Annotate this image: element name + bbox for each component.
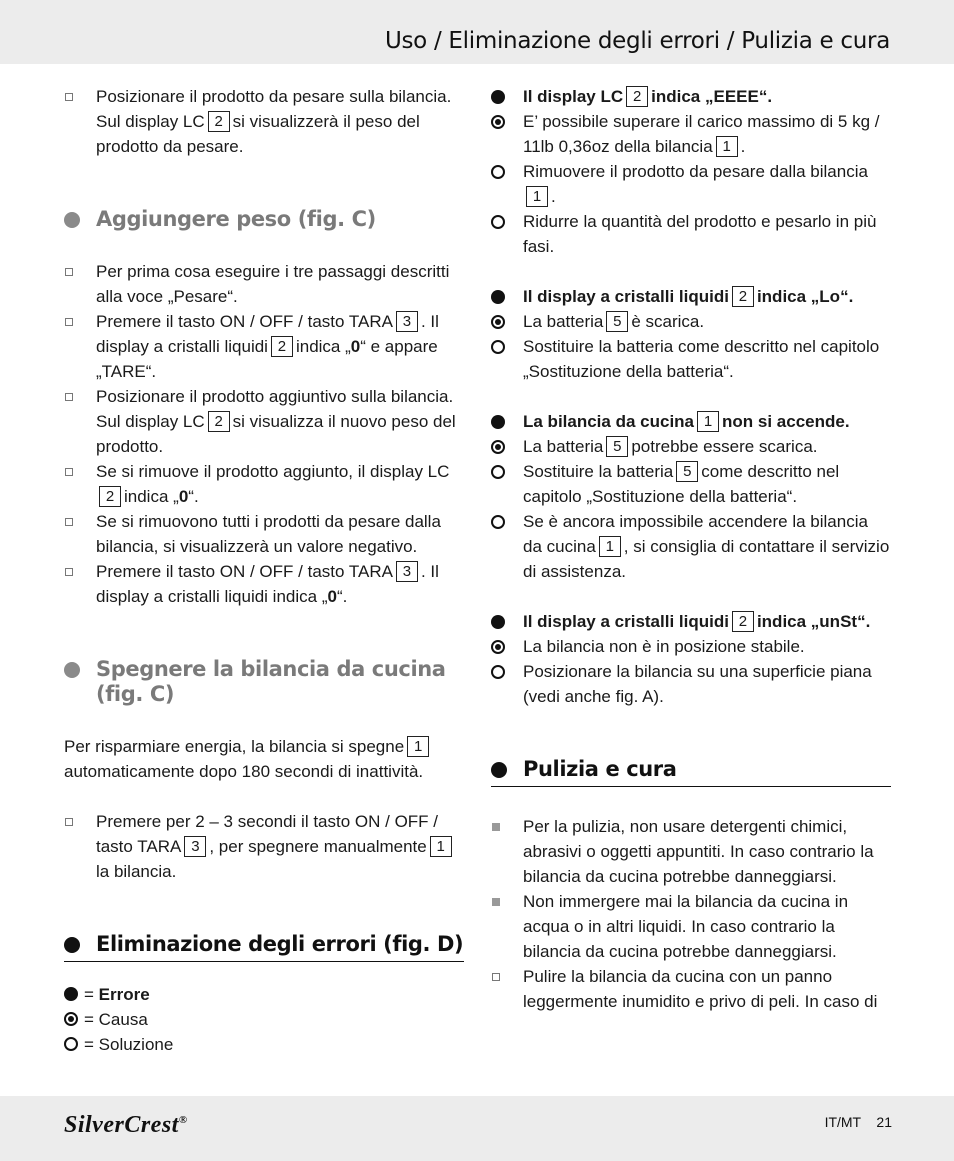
bullet-icon (64, 662, 80, 678)
ref-box: 1 (716, 136, 738, 157)
warning-square-icon (491, 889, 515, 914)
error-item: Il display a cristalli liquidi 2 indica „Lo“. (491, 284, 891, 309)
section-heading-troubleshooting: Eliminazione degli errori (fig. D) (64, 932, 464, 962)
cause-target-icon (64, 1012, 78, 1026)
error-dot-icon (64, 987, 78, 1001)
solution-item: Posizionare la bilancia su una superficie piana (vedi anche fig. A). (491, 659, 891, 709)
ref-box: 2 (732, 286, 754, 307)
brand-logo: SilverCrest® (64, 1112, 188, 1138)
step-checkbox-icon (491, 964, 515, 989)
solution-item: Sostituire la batteria 5 come descritto nel capitolo „Sostituzione della batteria“. (491, 459, 891, 509)
error-item: Il display a cristalli liquidi 2 indica „unSt“. (491, 609, 891, 634)
solution-item: Ridurre la quantità del prodotto e pesarlo in più fasi. (491, 209, 891, 259)
ref-box: 1 (430, 836, 452, 857)
ref-box: 5 (606, 311, 628, 332)
step-item: Se si rimuovono tutti i prodotti da pesare dalla bilancia, si visualizzerà un valore negativo. (64, 509, 464, 559)
warning-square-icon (491, 814, 515, 839)
error-item: Il display LC 2 indica „EEEE“. (491, 84, 891, 109)
section-heading-switch-off: Spegnere la bilancia da cucina (fig. C) (64, 657, 464, 707)
page-number: IT/MT 21 (824, 1114, 892, 1130)
cause-target-icon (491, 434, 515, 459)
step-checkbox-icon (64, 509, 88, 534)
step-item: Per prima cosa eseguire i tre passaggi descritti alla voce „Pesare“. (64, 259, 464, 309)
paragraph: Per risparmiare energia, la bilancia si spegne 1automaticamente dopo 180 secondi di inattività. (64, 734, 464, 784)
step-item: Premere il tasto ON / OFF / tasto TARA 3 . Il display a cristalli liquidi indica „0“. (64, 559, 464, 609)
cause-item: La bilancia non è in posizione stabile. (491, 634, 891, 659)
ref-box: 1 (599, 536, 621, 557)
bullet-icon (64, 212, 80, 228)
solution-ring-icon (64, 1037, 78, 1051)
cause-item: La batteria 5 è scarica. (491, 309, 891, 334)
ref-box: 2 (208, 411, 230, 432)
step-item: Pulire la bilancia da cucina con un panno leggermente inumidito e privo di peli. In caso di (491, 964, 891, 1014)
error-dot-icon (491, 409, 515, 434)
solution-ring-icon (491, 209, 515, 234)
bullet-icon (64, 937, 80, 953)
cause-item: La batteria 5 potrebbe essere scarica. (491, 434, 891, 459)
solution-ring-icon (491, 159, 515, 184)
bullet-icon (491, 762, 507, 778)
ref-box: 2 (732, 611, 754, 632)
step-checkbox-icon (64, 309, 88, 334)
ref-box: 1 (526, 186, 548, 207)
warning-item: Non immergere mai la bilancia da cucina in acqua o in altri liquidi. In caso contrario la bilancia da cucina potrebbe danneggiarsi. (491, 889, 891, 964)
step-checkbox-icon (64, 809, 88, 834)
cause-item: E’ possibile superare il carico massimo di 5 kg / 11lb 0,36oz della bilancia 1 . (491, 109, 891, 159)
error-item: La bilancia da cucina 1 non si accende. (491, 409, 891, 434)
ref-box: 2 (271, 336, 293, 357)
legend-cause: = Causa (64, 1007, 464, 1032)
ref-box: 3 (396, 311, 418, 332)
cause-target-icon (491, 309, 515, 334)
step-checkbox-icon (64, 259, 88, 284)
section-heading-add-weight: Aggiungere peso (fig. C) (64, 207, 464, 232)
step-checkbox-icon (64, 84, 88, 109)
step-checkbox-icon (64, 384, 88, 409)
right-column (491, 84, 891, 1014)
solution-item: Rimuovere il prodotto da pesare dalla bilancia1 . (491, 159, 891, 209)
solution-item: Sostituire la batteria come descritto nel capitolo „Sostituzione della batteria“. (491, 334, 891, 384)
ref-box: 2 (208, 111, 230, 132)
legend-solution: = Soluzione (64, 1032, 464, 1057)
cause-target-icon (491, 634, 515, 659)
ref-box: 1 (407, 736, 429, 757)
ref-box: 1 (697, 411, 719, 432)
solution-ring-icon (491, 659, 515, 684)
ref-box: 3 (396, 561, 418, 582)
warning-item: Per la pulizia, non usare detergenti chimici, abrasivi o oggetti appuntiti. In caso contrario la bilancia da cucina potrebbe danneggiarsi. (491, 814, 891, 889)
solution-ring-icon (491, 334, 515, 359)
solution-ring-icon (491, 509, 515, 534)
step-item: Premere per 2 – 3 secondi il tasto ON / OFF / tasto TARA 3 , per spegnere manualmente 1la bilancia. (64, 809, 464, 884)
ref-box: 2 (99, 486, 121, 507)
error-dot-icon (491, 84, 515, 109)
step-checkbox-icon (64, 559, 88, 584)
error-dot-icon (491, 609, 515, 634)
step-item: Posizionare il prodotto aggiuntivo sulla bilancia. Sul display LC 2 si visualizza il nuovo peso del prodotto. (64, 384, 464, 459)
solution-item: Se è ancora impossibile accendere la bilancia da cucina 1 , si consiglia di contattare il servizio di assistenza. (491, 509, 891, 584)
page-title: Uso / Eliminazione degli errori / Pulizia e cura (384, 28, 890, 54)
ref-box: 2 (626, 86, 648, 107)
section-heading-cleaning: Pulizia e cura (491, 757, 891, 787)
ref-box: 3 (184, 836, 206, 857)
legend-error: = Errore (64, 982, 464, 1007)
left-column (64, 84, 464, 1057)
step-item: Posizionare il prodotto da pesare sulla bilancia. Sul display LC 2 si visualizzerà il peso del prodotto da pesare. (64, 84, 464, 159)
ref-box: 5 (606, 436, 628, 457)
solution-ring-icon (491, 459, 515, 484)
step-item: Se si rimuove il prodotto aggiunto, il display LC2 indica „0“. (64, 459, 464, 509)
ref-box: 5 (676, 461, 698, 482)
step-checkbox-icon (64, 459, 88, 484)
error-dot-icon (491, 284, 515, 309)
step-item: Premere il tasto ON / OFF / tasto TARA 3 . Il display a cristalli liquidi 2 indica „0“ e appare „TARE“. (64, 309, 464, 384)
cause-target-icon (491, 109, 515, 134)
